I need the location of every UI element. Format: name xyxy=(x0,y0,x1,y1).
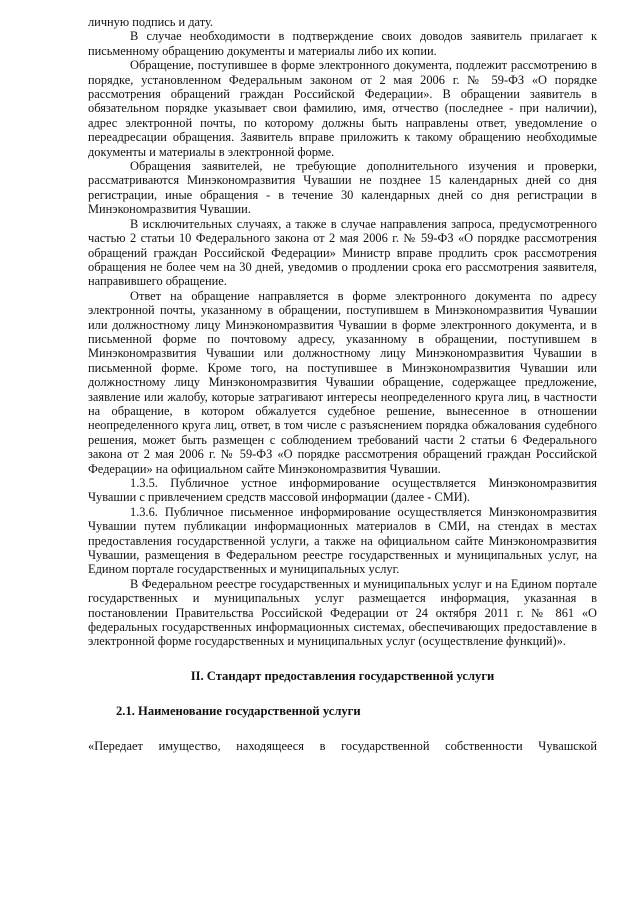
paragraph-federal-registry: В Федеральном реестре государственных и муниципальных услуг и на Едином портале государственных и муниципальных услуг размещается информация, указанная в постановлении Правительства Российской Федерации от 24 октября 2011 г. № 861 «О федеральных государственных информационных системах, обеспечивающих предоставление в электронной форме государственных и муниципальных услуг (осуществление функций)». xyxy=(88,576,597,649)
paragraph-public-oral-info: 1.3.5. Публичное устное информирование осуществляется Минэкономразвития Чувашии с привлечением средств массовой информации (далее - СМИ). xyxy=(88,476,597,505)
paragraph-public-written-info: 1.3.6. Публичное письменное информирование осуществляется Минэкономразвития Чувашии путем публикации информационных материалов в СМИ, на стендах в местах предоставления государственной услуги, а также на официальном сайте Минэкономразвития Чувашии, размещения в Федеральном реестре государственных и муниципальных услуг, на Едином портале государственных и муниципальных услуг. xyxy=(88,504,597,577)
paragraph-continuation: личную подпись и дату. xyxy=(88,15,214,29)
spacer xyxy=(88,649,597,669)
paragraph-review-terms: Обращения заявителей, не требующие дополнительного изучения и проверки, рассматриваются Минэкономразвития Чувашии не позднее 15 календарных дней со дня регистрации, иные обращения - в течение 30 календарных дней со дня регистрации в Минэкономразвития Чувашии. xyxy=(88,159,597,217)
paragraph-response: Ответ на обращение направляется в форме электронного документа по адресу электронной почты, указанному в обращении, поступившем в Минэкономразвития Чувашии или должностному лицу Минэкономразвития Чувашии в форме электронного документа, и в письменной форме по почтовому адресу, указанному в обращении, поступившем в Минэкономразвития Чувашии или должностному лицу Минэкономразвития Чувашии в письменной форме. Кроме того, на поступившее в Минэкономразвития Чувашии или должностному лицу Минэкономразвития Чувашии обращение, содержащее предложение, заявление или жалобу, которые затрагивают интересы неопределенного круга лиц, в частности на обращение, в котором обжалуется судебное решение, вынесенное в отношении неопределенного круга лиц, ответ, в том числе с разъяснением порядка обжалования судебного решения, может быть размещен с соблюдением требований части 2 статьи 6 Федерального закона от 2 мая 2006 г. № 59-ФЗ «О порядке рассмотрения обращений граждан Российской Федерации» на официальном сайте Минэкономразвития Чувашии. xyxy=(88,288,597,476)
paragraph-electronic-appeal: Обращение, поступившее в форме электронного документа, подлежит рассмотрению в порядке, установленном Федеральным законом от 2 мая 2006 г. № 59-ФЗ «О порядке рассмотрения обращений граждан Российской Федерации». В обращении заявитель в обязательном порядке указывает свои фамилию, имя, отчество (последнее - при наличии), адрес электронной почты, по которому должны быть направлены ответ, уведомление о переадресации обращения. Заявитель вправе приложить к такому обращению необходимые документы и материалы в электронной форме. xyxy=(88,58,597,159)
paragraph-term-extension: В исключительных случаях, а также в случае направления запроса, предусмотренного частью 2 статьи 10 Федерального закона от 2 мая 2006 г. № 59-ФЗ «О порядке рассмотрения обращений граждан Российской Федерации» Министр вправе продлить срок рассмотрения обращения не более чем на 30 дней, уведомив о продлении срока его рассмотрения заявителя, направившего обращение. xyxy=(88,216,597,289)
subsection-title: 2.1. Наименование государственной услуги xyxy=(116,703,361,718)
document-body xyxy=(88,15,597,753)
spacer xyxy=(88,719,597,739)
paragraph-attachments: В случае необходимости в подтверждение своих доводов заявитель прилагает к письменному обращению документы и материалы либо их копии. xyxy=(88,29,597,58)
paragraph-service-name: «Передает имущество, находящееся в государственной собственности Чувашской xyxy=(88,738,597,753)
spacer xyxy=(88,684,597,704)
section-title: II. Стандарт предоставления государственной услуги xyxy=(190,668,495,683)
